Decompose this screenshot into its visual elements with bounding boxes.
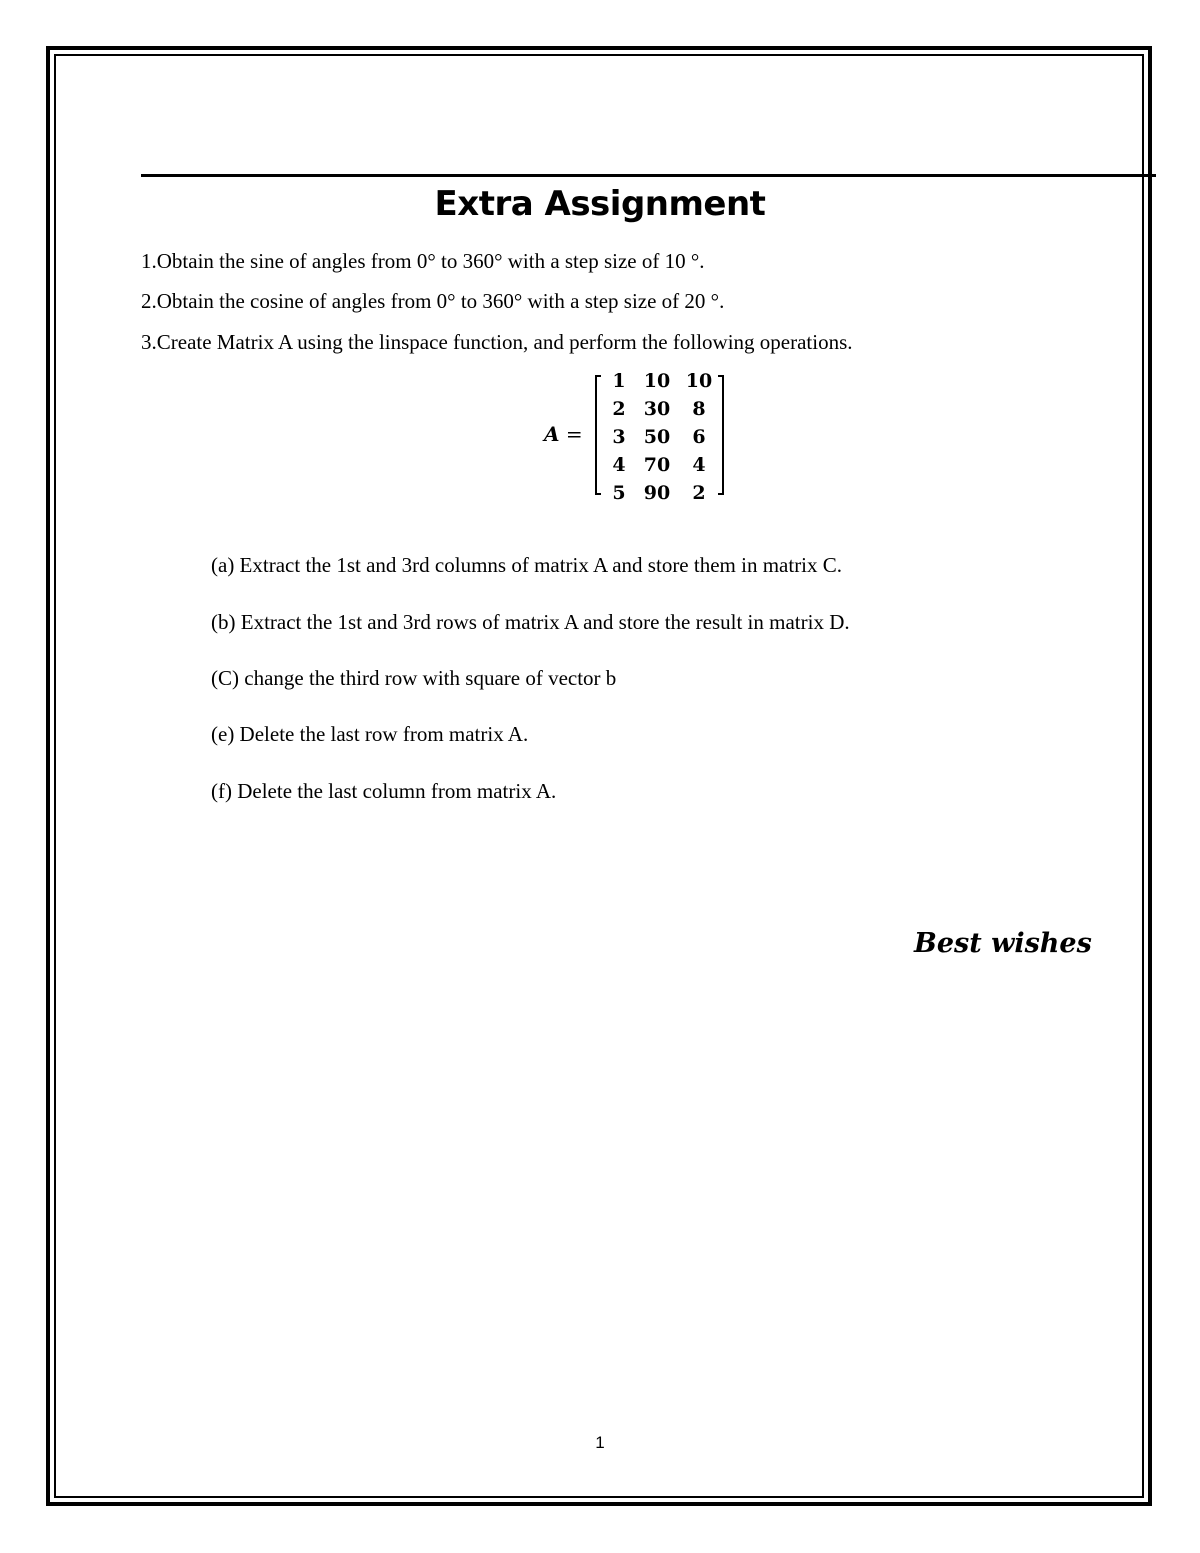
matrix-cell: 10 (643, 370, 671, 392)
matrix-cell: 3 (612, 426, 626, 448)
sub-question-f: (f) Delete the last column from matrix A. (211, 779, 557, 803)
question-3: 3.Create Matrix A using the linspace function, and perform the following operations. (141, 330, 853, 354)
page-number: 1 (595, 1433, 605, 1452)
sub-question-c: (C) change the third row with square of vector b (211, 666, 617, 690)
matrix-cell: 50 (643, 426, 671, 448)
matrix-label (544, 422, 583, 446)
matrix-equals: = (565, 422, 583, 446)
matrix-left-bracket (595, 375, 601, 495)
matrix-cell: 2 (692, 482, 706, 504)
matrix-cell: 4 (612, 454, 626, 476)
matrix-cell: 5 (612, 482, 626, 504)
sub-question-a: (a) Extract the 1st and 3rd columns of matrix A and store them in matrix C. (211, 553, 843, 577)
sub-question-b: (b) Extract the 1st and 3rd rows of matrix A and store the result in matrix D. (211, 610, 850, 634)
header-rule (141, 174, 1156, 177)
matrix-name: A (544, 422, 560, 446)
question-1: 1.Obtain the sine of angles from 0° to 360° with a step size of 10 °. (141, 249, 705, 273)
matrix-cell: 8 (692, 398, 706, 420)
question-2: 2.Obtain the cosine of angles from 0° to 360° with a step size of 20 °. (141, 289, 725, 313)
matrix-cell: 1 (612, 370, 626, 392)
signoff: Best wishes (914, 928, 1092, 959)
matrix-cell: 30 (643, 398, 671, 420)
matrix-cell: 6 (692, 426, 706, 448)
page-title: Extra Assignment (434, 184, 766, 224)
matrix-cell: 4 (692, 454, 706, 476)
matrix-cell: 10 (685, 370, 713, 392)
matrix-cell: 2 (612, 398, 626, 420)
sub-question-e: (e) Delete the last row from matrix A. (211, 722, 529, 746)
matrix-cell: 90 (643, 482, 671, 504)
matrix-a (603, 367, 719, 507)
matrix-cell: 70 (643, 454, 671, 476)
